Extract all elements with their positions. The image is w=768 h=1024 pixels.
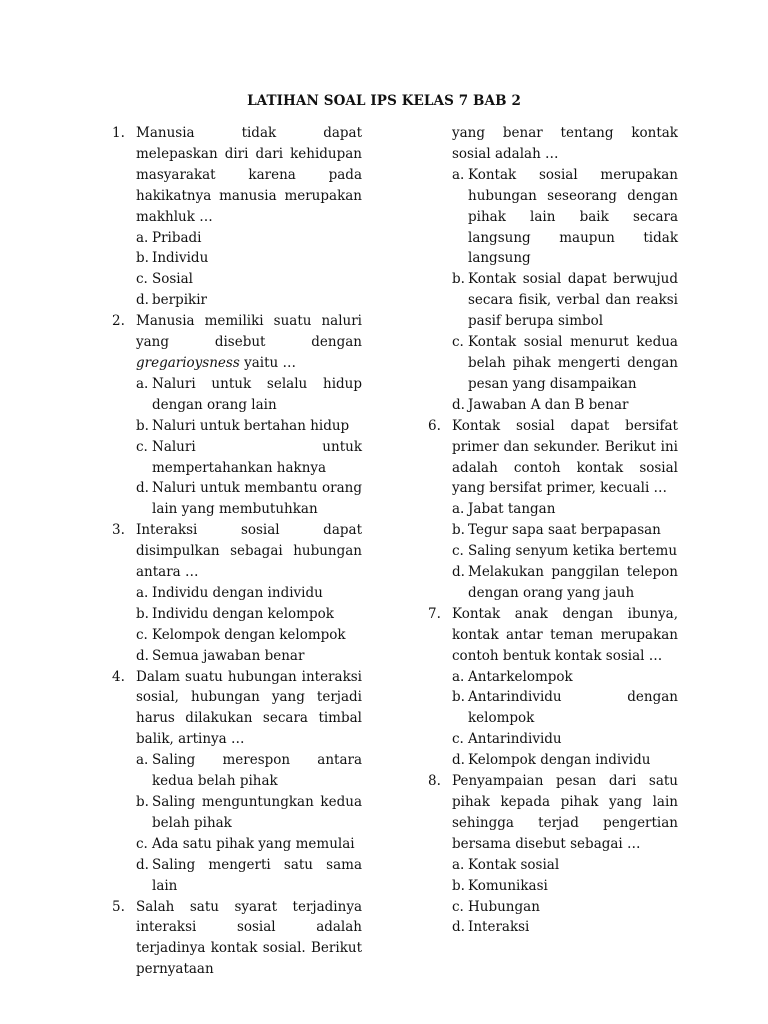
question-text: 8. Penyampaian pesan dari satu pihak kepada pihak yang lain sehingga terjad pengertian bersama disebut sebagai … [428,773,678,852]
question-text: 6. Kontak sosial dapat bersifat primer dan sekunder. Berikut ini adalah contoh kontak sosial yang bersifat primer, kecuali … [428,417,678,497]
question-6 [428,416,678,604]
question-text: 7. Kontak anak dengan ibunya, kontak antar teman merupakan contoh bentuk kontak sosial … [428,605,678,664]
option-b: b. Komunikasi [452,877,548,894]
option-c: c. Sosial [136,271,193,288]
option-c: c. Ada satu pihak yang memulai [136,835,355,852]
option-c: c. Hubungan [452,898,540,915]
option-b: b. Antarindividu dengan kelompok [452,689,678,727]
question-text: 3. Interaksi sosial dapat disimpulkan sebagai hubungan antara … [112,522,362,581]
option-c: c. Kelompok dengan kelompok [136,626,346,643]
option-d: d. Jawaban A dan B benar [452,396,629,413]
question-3 [112,520,362,666]
question-number: 7. [428,605,441,622]
question-number: 6. [428,417,441,434]
option-a: a. Naluri untuk selalu hidup dengan orang lain [136,375,362,413]
option-d: d. Interaksi [452,919,530,936]
option-d: d. Kelompok dengan individu [452,752,651,769]
question-4 [112,667,362,897]
option-d: d. Saling mengerti satu sama lain [136,856,362,894]
question-8 [428,771,678,938]
option-c: c. Saling senyum ketika bertemu [452,543,678,560]
option-b: b. Kontak sosial dapat berwujud secara fisik, verbal dan reaksi pasif berupa simbol [452,271,678,330]
option-c: c. Naluri untuk mempertahankan haknya [136,438,362,476]
option-b: b. Saling menguntungkan kedua belah pihak [136,794,362,831]
option-a: a. Kontak sosial merupakan hubungan seseorang dengan pihak lain baik secara langsung maupun tidak langsung [452,166,678,267]
option-d: d. berpikir [136,292,207,309]
italic-term: gregarioysness [136,354,240,371]
option-a: a. Pribadi [136,229,202,246]
option-a: a. Individu dengan individu [136,584,323,601]
option-c: c. Antarindividu [452,731,562,748]
question-number: 3. [112,522,125,539]
question-text-continued: yang benar tentang kontak sosial adalah … [452,125,678,162]
question-5 [112,897,362,981]
question-2 [112,311,362,520]
right-column [428,123,678,938]
option-b: b. Individu dengan kelompok [136,605,334,622]
question-5-continued [428,123,678,416]
option-b: b. Individu [136,250,209,267]
question-number: 8. [428,773,441,790]
question-number: 1. [112,125,125,141]
question-text: 4. Dalam suatu hubungan interaksi sosial, hubungan yang terjadi harus dilakukan secara timbal balik, artinya … [112,668,362,748]
option-a: a. Antarkelompok [452,668,573,685]
option-a: a. Kontak sosial [452,856,560,873]
option-a: a. Saling merespon antara kedua belah pihak [136,752,362,790]
question-number: 4. [112,668,125,685]
option-c: c. Kontak sosial menurut kedua belah pihak mengerti dengan pesan yang disampaikan [452,334,678,392]
option-d: d. Semua jawaban benar [136,647,305,664]
option-a: a. Jabat tangan [452,501,556,518]
question-number: 5. [112,898,125,915]
question-text: 2. Manusia memiliki suatu naluri yang disebut dengan gregarioysness yaitu … [112,313,362,371]
left-column [112,123,362,980]
question-1 [112,123,362,311]
question-number: 2. [112,313,125,330]
question-7 [428,604,678,771]
question-text: 5. Salah satu syarat terjadinya interaksi sosial adalah terjadinya kontak sosial. Berikut pernyataan [112,898,362,978]
option-d: d. Naluri untuk membantu orang lain yang membutuhkan [136,480,362,518]
question-text: 1. Manusia tidak dapat melepaskan diri dari kehidupan masyarakat karena pada hakikatnya manusia merupakan makhluk … [112,125,362,225]
option-b: b. Naluri untuk bertahan hidup [136,417,350,434]
option-d: d. Melakukan panggilan telepon dengan orang yang jauh [452,564,678,601]
option-b: b. Tegur sapa saat berpapasan [452,522,661,539]
document-title: LATIHAN SOAL IPS KELAS 7 BAB 2 [247,93,521,109]
